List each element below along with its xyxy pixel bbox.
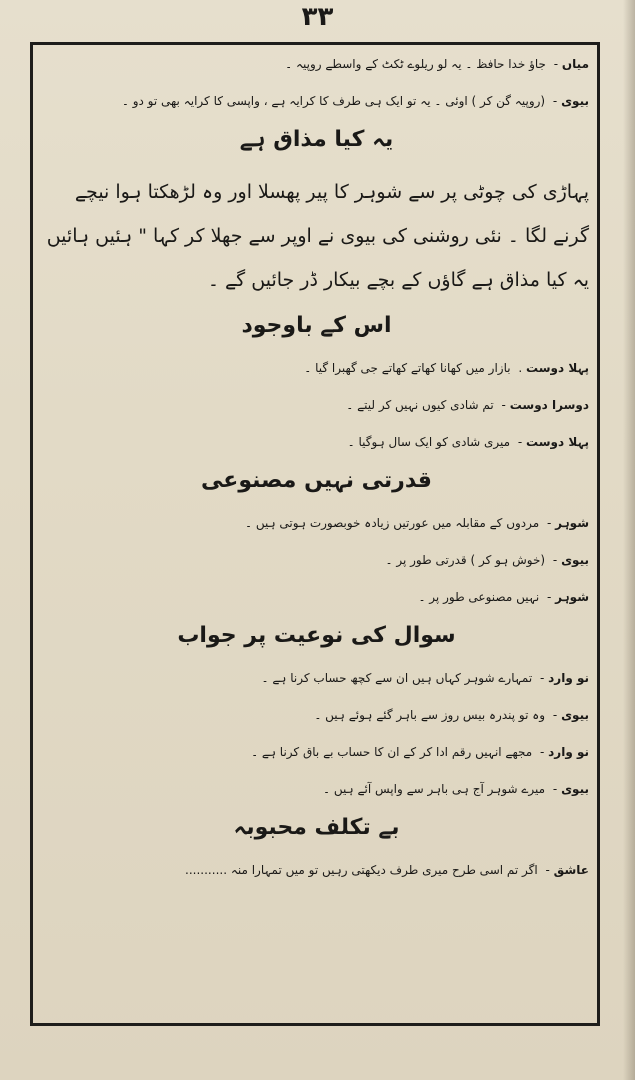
joke-title: بے تکلف محبوبہ — [233, 815, 400, 840]
speaker-name: دوسرا دوست — [509, 398, 589, 412]
dialogue-line: پہلا دوست - میری شادی کو ایک سال ہوگیا ۔ — [347, 435, 589, 449]
dialogue-text: تم شادی کیوں نہیں کر لیتے ۔ — [346, 398, 494, 412]
dialogue-line: بیوی - (خوش ہو کر ) قدرتی طور پر ۔ — [385, 553, 589, 567]
speaker-name: شوہر — [555, 590, 589, 604]
dialogue-text: اگر تم اسی طرح میری طرف دیکھتی رہیں تو میں تمہارا منہ ........... — [185, 863, 538, 877]
speaker-name: بیوی — [561, 708, 589, 722]
dialogue-line: شوہر - نہیں مصنوعی طور پر ۔ — [418, 590, 589, 604]
dialogue-line: بیوی - وہ تو پندرہ بیس روز سے باہر گئے ہوئے ہیں ۔ — [314, 708, 589, 722]
page-edge-shadow — [623, 0, 635, 1080]
speaker-name: بیوی — [561, 553, 589, 567]
speaker-name: نو وارد — [548, 671, 589, 685]
dialogue-text: وہ تو پندرہ بیس روز سے باہر گئے ہوئے ہیں ۔ — [314, 708, 546, 722]
joke-title: سوال کی نوعیت پر جواب — [177, 623, 456, 648]
dialogue-text: تمہارے شوہر کہاں ہیں ان سے کچھ حساب کرنا ہے ۔ — [261, 671, 533, 685]
speaker-name: بیوی — [561, 94, 589, 108]
joke-title: اس کے باوجود — [241, 313, 392, 338]
dialogue-line: میاں - جاؤ خدا حافظ ۔ یہ لو ریلوے ٹکٹ کے واسطے روپیہ ۔ — [285, 57, 589, 71]
speaker-name: نو وارد — [548, 745, 589, 759]
speaker-name: بیوی — [561, 782, 589, 796]
dialogue-text: میرے شوہر آج ہی باہر سے واپس آئے ہیں ۔ — [323, 782, 546, 796]
dialogue-line: نو وارد - تمہارے شوہر کہاں ہیں ان سے کچھ حساب کرنا ہے ۔ — [261, 671, 589, 685]
dialogue-text: (خوش ہو کر ) قدرتی طور پر ۔ — [385, 553, 546, 567]
speaker-name: عاشق — [553, 863, 589, 877]
joke-title: قدرتی نہیں مصنوعی — [201, 468, 432, 493]
dialogue-line: بیوی - (روپیہ گن کر ) اوئی ۔ یہ تو ایک ہی طرف کا کرایہ ہے ، واپسی کا کرایہ بھی تو دو ۔ — [121, 94, 589, 108]
dialogue-line: عاشق - اگر تم اسی طرح میری طرف دیکھتی رہیں تو میں تمہارا منہ ........... — [185, 863, 589, 877]
joke-title: یہ کیا مذاق ہے — [239, 127, 394, 152]
page-content — [44, 52, 589, 895]
dialogue-line: بیوی - میرے شوہر آج ہی باہر سے واپس آئے ہیں ۔ — [323, 782, 589, 796]
speaker-name: شوہر — [555, 516, 589, 530]
dialogue-text: مجھے انہیں رقم ادا کر کے ان کا حساب بے باق کرنا ہے ۔ — [251, 745, 533, 759]
dialogue-text: بازار میں کھانا کھاتے کھاتے جی گھبرا گیا ۔ — [304, 361, 511, 375]
dialogue-text: جاؤ خدا حافظ ۔ یہ لو ریلوے ٹکٹ کے واسطے روپیہ ۔ — [285, 57, 546, 71]
speaker-name: پہلا دوست — [526, 361, 589, 375]
page-number: ۳۳ — [301, 2, 334, 32]
dialogue-text: مردوں کے مقابلہ میں عورتیں زیادہ خوبصورت ہوتی ہیں ۔ — [244, 516, 540, 530]
speaker-name: میاں — [561, 57, 589, 71]
dialogue-line: دوسرا دوست - تم شادی کیوں نہیں کر لیتے ۔ — [346, 398, 589, 412]
dialogue-text: نہیں مصنوعی طور پر ۔ — [418, 590, 540, 604]
speaker-name: پہلا دوست — [526, 435, 589, 449]
joke-paragraph: پہاڑی کی چوٹی پر سے شوہر کا پیر پھسلا اور وہ لڑھکتا ہوا نیچے گرنے لگا ۔ نئی روشنی کی بیوی نے اوپر سے جھلا کر کہا " ہئیں ہائیں یہ کیا مذاق ہے گاؤں کے بچے بیکار ڈر جائیں گے ۔ — [46, 181, 589, 291]
dialogue-text: میری شادی کو ایک سال ہوگیا ۔ — [347, 435, 511, 449]
dialogue-line: شوہر - مردوں کے مقابلہ میں عورتیں زیادہ خوبصورت ہوتی ہیں ۔ — [244, 516, 589, 530]
dialogue-text: (روپیہ گن کر ) اوئی ۔ یہ تو ایک ہی طرف کا کرایہ ہے ، واپسی کا کرایہ بھی تو دو ۔ — [121, 94, 546, 108]
dialogue-line: نو وارد - مجھے انہیں رقم ادا کر کے ان کا حساب بے باق کرنا ہے ۔ — [251, 745, 589, 759]
dialogue-line: پہلا دوست . بازار میں کھانا کھاتے کھاتے جی گھبرا گیا ۔ — [304, 361, 589, 375]
